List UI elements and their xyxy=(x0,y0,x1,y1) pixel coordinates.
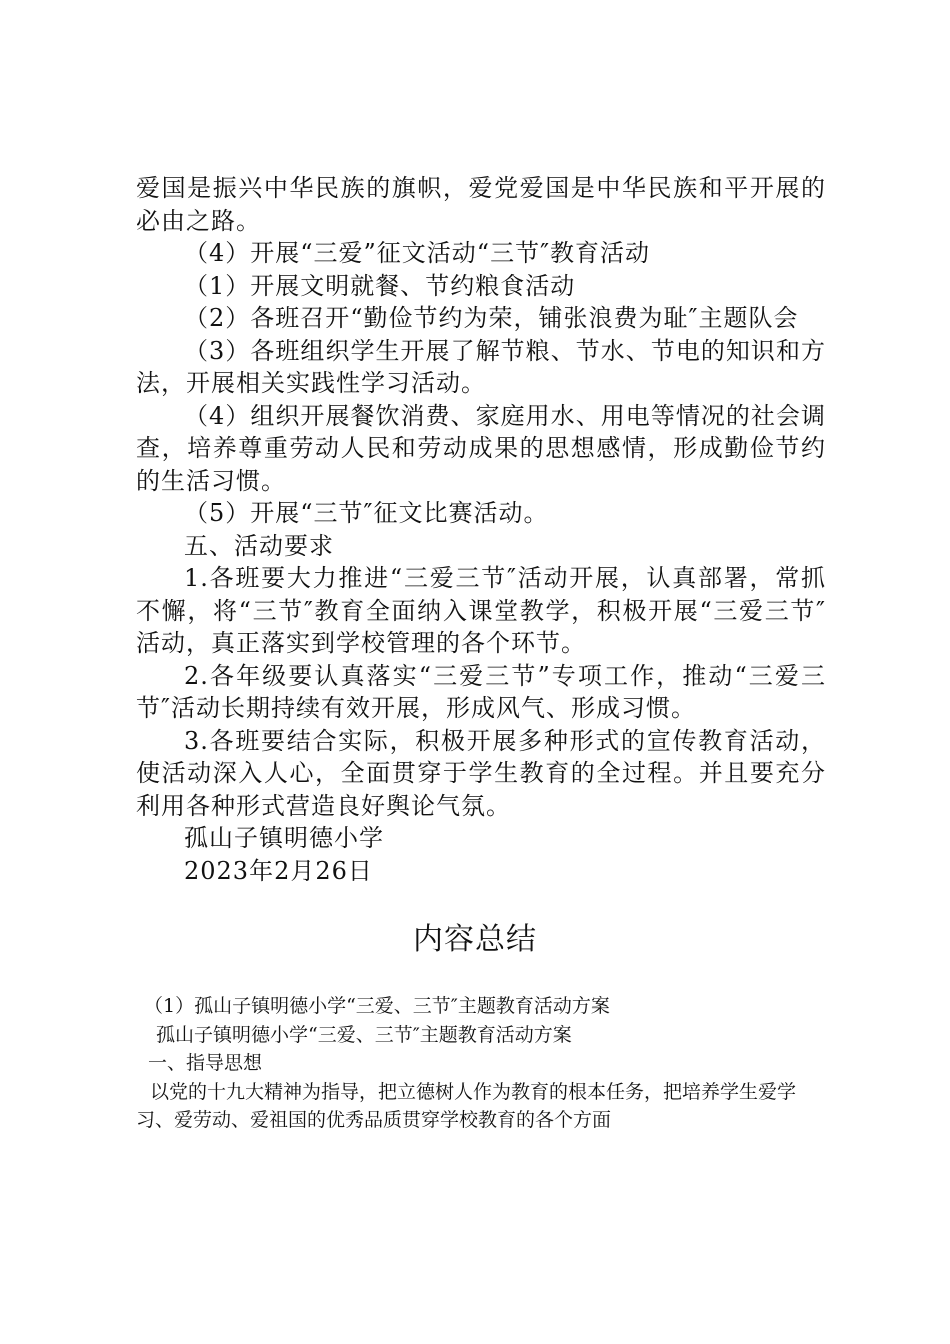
summary-title: 内容总结 xyxy=(413,922,537,957)
paragraph: （5）开展“三节″征文比赛活动。 xyxy=(184,499,549,527)
paragraph: 爱国是振兴中华民族的旗帜，爱党爱国是中华民族和平开展的必由之路。 xyxy=(136,174,826,235)
summary-section xyxy=(136,992,826,1135)
paragraph: （2）各班召开“勤俭节约为荣，铺张浪费为耻″主题队会 xyxy=(184,304,799,332)
summary-line: 孤山子镇明德小学“三爱、三节″主题教育活动方案 xyxy=(156,1023,572,1046)
signature-date: 2023年2月26日 xyxy=(184,856,373,885)
summary-line: 以党的十九大精神为指导，把立德树人作为教育的根本任务，把培养学生爱学习、爱劳动、爱祖国的优秀品质贯穿学校教育的各个方面 xyxy=(136,1080,797,1131)
signature-school: 孤山子镇明德小学 xyxy=(184,824,384,852)
paragraph: （4）开展“三爱”征文活动“三节″教育活动 xyxy=(184,239,651,267)
paragraph: 2.各年级要认真落实“三爱三节”专项工作，推动“三爱三节″活动长期持续有效开展，形成风气、形成习惯。 xyxy=(136,661,826,722)
paragraph: 3.各班要结合实际，积极开展多种形式的宣传教育活动，使活动深入人心，全面贯穿于学生教育的全过程。并且要充分利用各种形式营造良好舆论气氛。 xyxy=(136,726,826,820)
summary-line: 一、指导思想 xyxy=(148,1052,263,1074)
document-body xyxy=(136,172,826,887)
paragraph: （3）各班组织学生开展了解节粮、节水、节电的知识和方法，开展相关实践性学习活动。 xyxy=(136,336,826,397)
paragraph: （4）组织开展餐饮消费、家庭用水、用电等情况的社会调查，培养尊重劳动人民和劳动成果的思想感情，形成勤俭节约的生活习惯。 xyxy=(136,401,826,495)
paragraph: （1）开展文明就餐、节约粮食活动 xyxy=(184,271,576,300)
summary-line: （1）孤山子镇明德小学“三爱、三节″主题教育活动方案 xyxy=(144,995,610,1017)
section-heading: 五、活动要求 xyxy=(184,531,334,560)
paragraph: 1.各班要大力推进“三爱三节″活动开展，认真部署，常抓不懈，将“三节″教育全面纳入课堂教学，积极开展“三爱三节″活动，真正落实到学校管理的各个环节。 xyxy=(136,564,826,657)
